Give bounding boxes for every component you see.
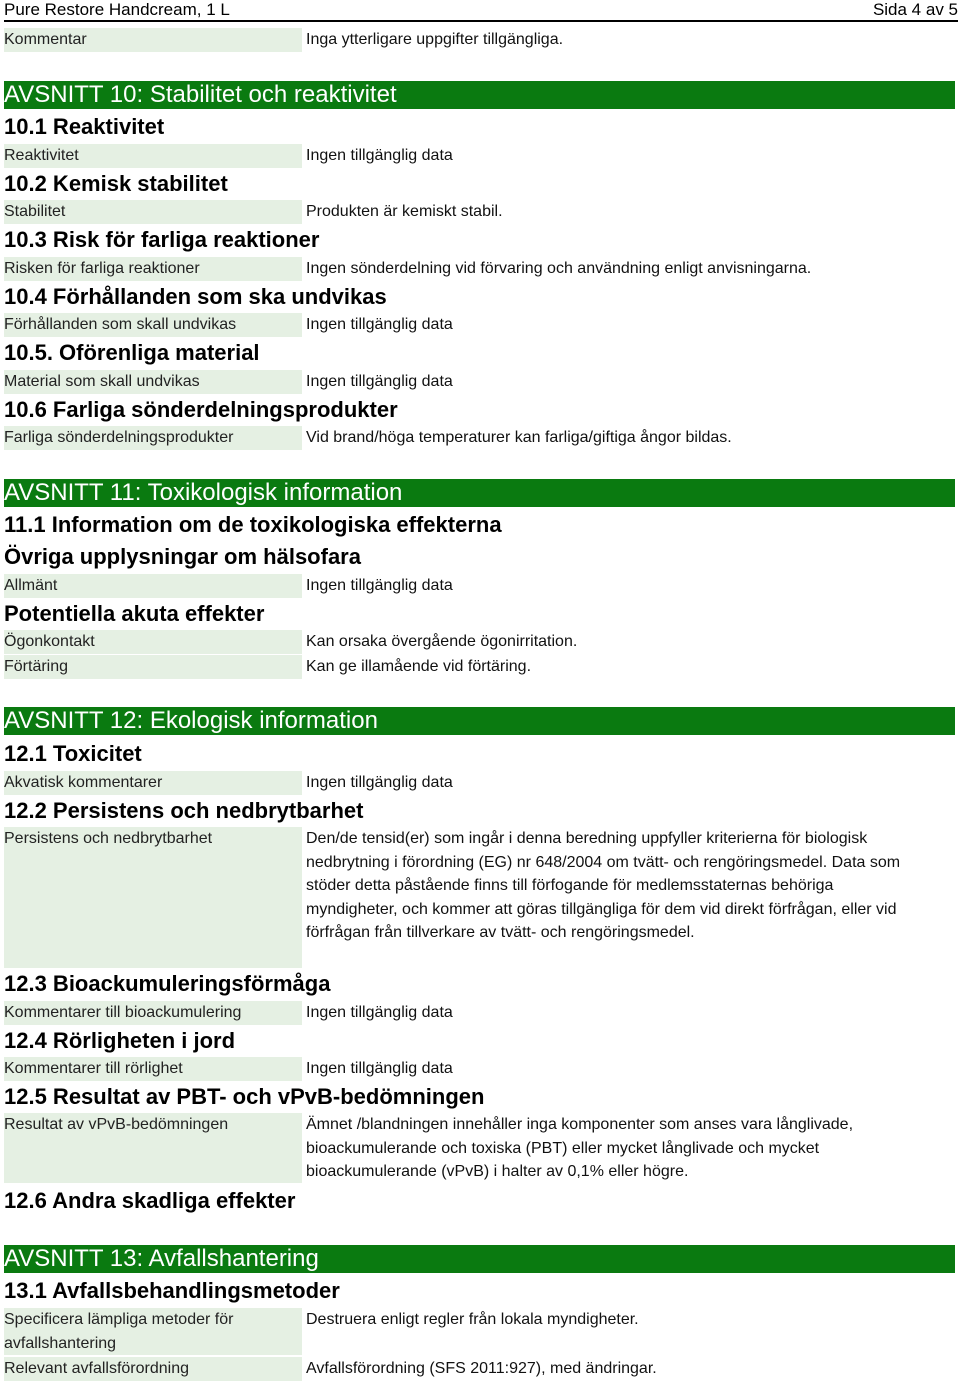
field-value: Vid brand/höga temperaturer kan farliga/giftiga ångor bildas. [306, 429, 732, 446]
section-11-title: AVSNITT 11: Toxikologisk information [4, 479, 955, 507]
field-value: Kan ge illamående vid förtäring. [306, 658, 532, 675]
section-13-title: AVSNITT 13: Avfallshantering [4, 1245, 955, 1273]
field-label: Kommentarer till bioackumulering [4, 1001, 302, 1025]
field-value: Ingen tillgänglig data [306, 1004, 453, 1021]
field-value: Ingen tillgänglig data [306, 577, 453, 594]
field-value: Ämnet /blandningen innehåller inga komponenter som anses vara långlivade, bioackumulerande och toxiska (PBT) eller mycket långlivade och mycket bioackumulerande (vPvB) i halter av 0,1% eller högre. [306, 1116, 854, 1180]
field-value: Avfallsförordning (SFS 2011:927), med ändringar. [306, 1360, 657, 1377]
subsection-heading: 10.1 Reaktivitet [4, 114, 165, 139]
field-label: Risken för farliga reaktioner [4, 257, 302, 281]
field-value: Produkten är kemiskt stabil. [306, 203, 503, 220]
field-label: Specificera lämpliga metoder för avfallshantering [4, 1308, 302, 1355]
field-value: Ingen tillgänglig data [306, 147, 453, 164]
subsection-heading: Potentiella akuta effekter [4, 601, 265, 626]
subsection-heading: 12.4 Rörligheten i jord [4, 1028, 236, 1053]
subsection-heading: 12.5 Resultat av PBT- och vPvB-bedömningen [4, 1084, 485, 1109]
subsection-heading: 12.1 Toxicitet [4, 741, 142, 766]
subsection-heading: 12.3 Bioackumuleringsförmåga [4, 971, 331, 996]
subsection-heading: Övriga upplysningar om hälsofara [4, 544, 361, 569]
page-number: Sida 4 av 5 [872, 0, 958, 19]
field-label: Förtäring [4, 655, 302, 679]
field-label: Ögonkontakt [4, 630, 302, 654]
field-value: Ingen tillgänglig data [306, 1060, 453, 1077]
field-label: Material som skall undvikas [4, 370, 302, 394]
field-label: Resultat av vPvB-bedömningen [4, 1113, 302, 1183]
field-label: Kommentarer till rörlighet [4, 1057, 302, 1081]
field-value: Ingen sönderdelning vid förvaring och användning enligt anvisningarna. [306, 260, 812, 277]
field-label: Farliga sönderdelningsprodukter [4, 426, 302, 450]
document-title: Pure Restore Handcream, 1 L [4, 0, 230, 19]
field-value: Ingen tillgänglig data [306, 774, 453, 791]
field-label: Persistens och nedbrytbarhet [4, 827, 302, 968]
subsection-heading: 11.1 Information om de toxikologiska effekterna [4, 512, 502, 537]
field-value: Den/de tensid(er) som ingår i denna beredning uppfyller kriterierna för biologisk nedbrytning i förordning (EG) nr 648/2004 om tvätt- och rengöringsmedel. Data som stöder detta påstående finns till förfogande för medlemsstaternas behöriga myndigheter, och kommer att göras tillgängliga för dem vid direkt förfrågan, eller vid förfrågan från tillverkare av tvätt- och rengöringsmedel. [306, 830, 901, 941]
field-label: Stabilitet [4, 200, 302, 224]
field-value: Ingen tillgänglig data [306, 316, 453, 333]
page-header [4, 0, 958, 22]
field-value: Destruera enligt regler från lokala myndigheter. [306, 1311, 639, 1328]
field-value: Inga ytterligare uppgifter tillgängliga. [306, 31, 564, 48]
field-label: Reaktivitet [4, 144, 302, 168]
field-value: Ingen tillgänglig data [306, 373, 453, 390]
subsection-heading: 10.4 Förhållanden som ska undvikas [4, 284, 387, 309]
subsection-heading: 12.6 Andra skadliga effekter [4, 1188, 296, 1213]
subsection-heading: 10.6 Farliga sönderdelningsprodukter [4, 397, 398, 422]
field-value: Kan orsaka övergående ögonirritation. [306, 633, 578, 650]
subsection-heading: 10.2 Kemisk stabilitet [4, 171, 228, 196]
field-label: Akvatisk kommentarer [4, 771, 302, 795]
field-label: Allmänt [4, 574, 302, 598]
section-12-title: AVSNITT 12: Ekologisk information [4, 707, 955, 735]
subsection-heading: 10.3 Risk för farliga reaktioner [4, 227, 320, 252]
field-label: Kommentar [4, 28, 302, 52]
subsection-heading: 13.1 Avfallsbehandlingsmetoder [4, 1278, 340, 1303]
subsection-heading: 10.5. Oförenliga material [4, 340, 260, 365]
field-label: Relevant avfallsförordning [4, 1357, 302, 1381]
section-10-title: AVSNITT 10: Stabilitet och reaktivitet [4, 81, 955, 109]
field-label: Förhållanden som skall undvikas [4, 313, 302, 337]
subsection-heading: 12.2 Persistens och nedbrytbarhet [4, 798, 364, 823]
